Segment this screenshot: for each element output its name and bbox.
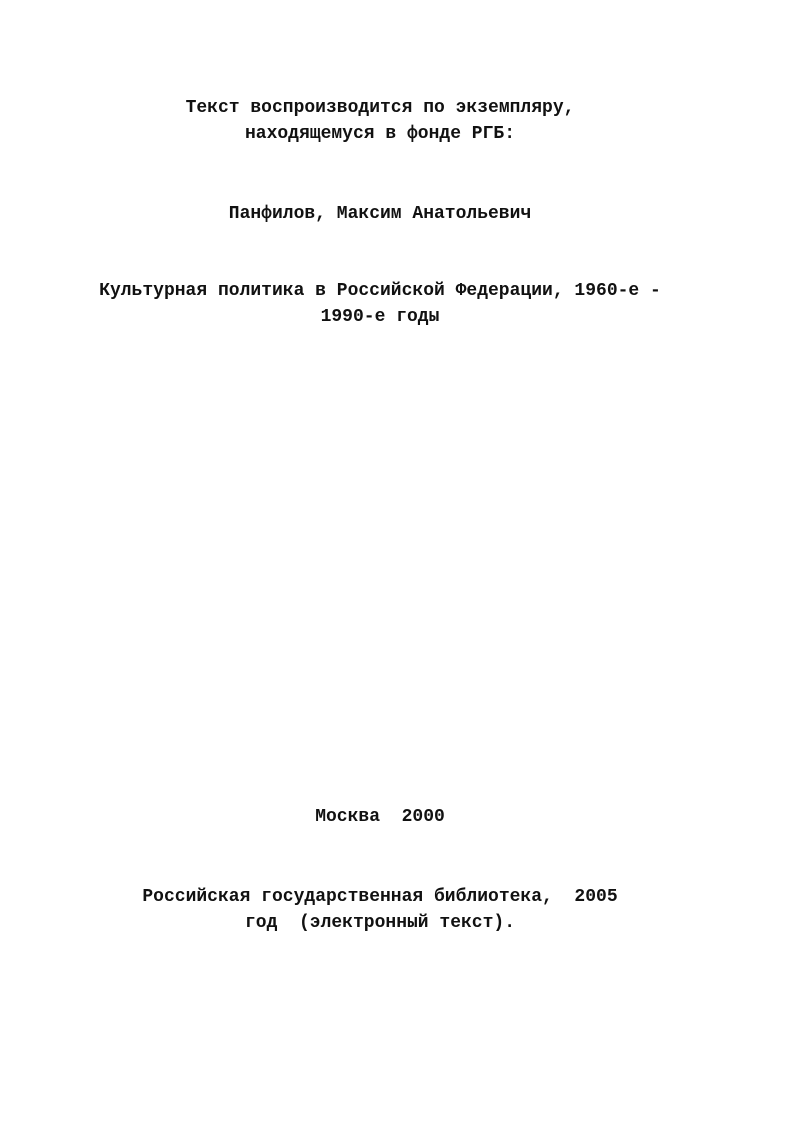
author-name: Панфилов, Максим Анатольевич xyxy=(228,204,532,224)
library-note-line-2: год (электронный текст). xyxy=(244,913,516,933)
source-note-line-1: Текст воспроизводится по экземпляру, xyxy=(185,98,575,118)
work-title-line-2: 1990-е годы xyxy=(320,307,440,327)
publication-place-year: Москва 2000 xyxy=(315,807,445,827)
source-note-line-2: находящемуся в фонде РГБ: xyxy=(244,124,516,144)
library-note-line-1: Российская государственная библиотека, 2005 xyxy=(142,887,618,907)
work-title-line-1: Культурная политика в Российской Федерации, 1960-е - xyxy=(99,281,661,301)
